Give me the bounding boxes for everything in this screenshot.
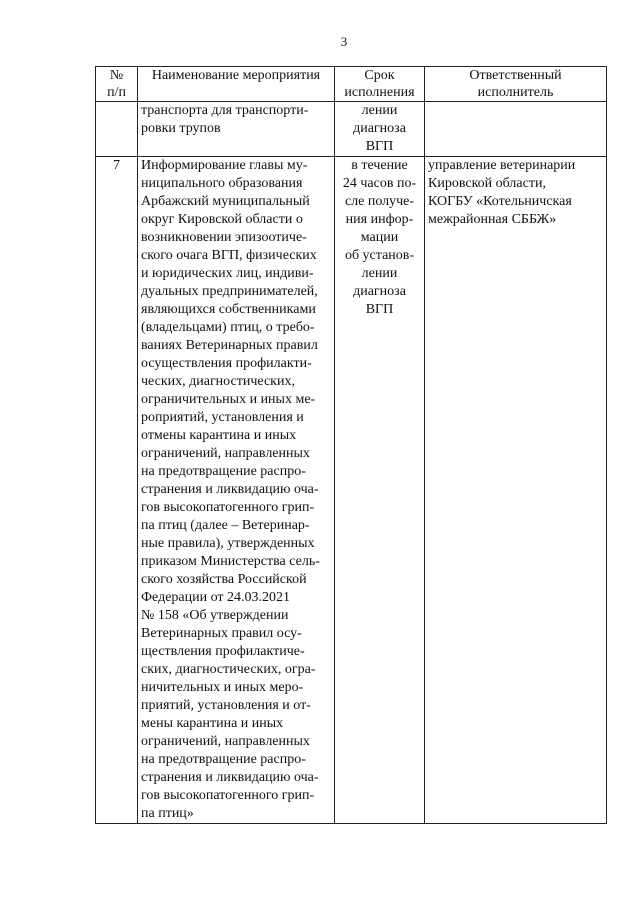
table-header-row [96, 67, 607, 102]
row-measure-name: транспорта для транспорти- ровки трупов [138, 102, 335, 157]
row-responsible: управление ветеринарии Кировской области, КОГБУ «Котельничская межрайонная СББЖ» [425, 157, 607, 824]
table-row [96, 102, 607, 157]
row-deadline: в течение 24 часов по- сле получе- ния инфор- мации об установ- лении диагноза ВГП [335, 157, 425, 824]
row-measure-name: Информирование главы му- ниципального образования Арбажский муниципальный округ Кировской области о возникновении эпизоотиче- ского очага ВГП, физических и юридических лиц, индиви- дуальных предпринимателей, являющихся собственниками (владельцами) птиц, о требо- ваниях Ветеринарных правил осуществления профилакти- ческих, диагностических, ограничительных и иных ме- роприятий, установления и отмены карантина и иных ограничений, направленных на предотвращение распро- странения и ликвидацию оча- гов высокопатогенного грип- па птиц (далее – Ветеринар- ные правила), утвержденных приказом Министерства сель- ского хозяйства Российской Федерации от 24.03.2021 № 158 «Об утверждении Ветеринарных правил осу- ществления профилактиче- ских, диагностических, огра- ничительных и иных меро- приятий, установления и от- мены карантина и иных ограничений, направленных на предотвращение распро- странения и ликвидацию оча- гов высокопатогенного грип- па птиц» [138, 157, 335, 824]
row-number [96, 102, 138, 157]
header-number: № п/п [96, 67, 138, 102]
measures-table [95, 66, 607, 824]
header-measure-name: Наименование мероприятия [138, 67, 335, 102]
row-deadline: лении диагноза ВГП [335, 102, 425, 157]
row-responsible [425, 102, 607, 157]
table-row [96, 157, 607, 824]
header-responsible: Ответственный исполнитель [425, 67, 607, 102]
page-number: 3 [340, 34, 348, 49]
header-deadline: Срок исполнения [335, 67, 425, 102]
row-number: 7 [96, 157, 138, 824]
